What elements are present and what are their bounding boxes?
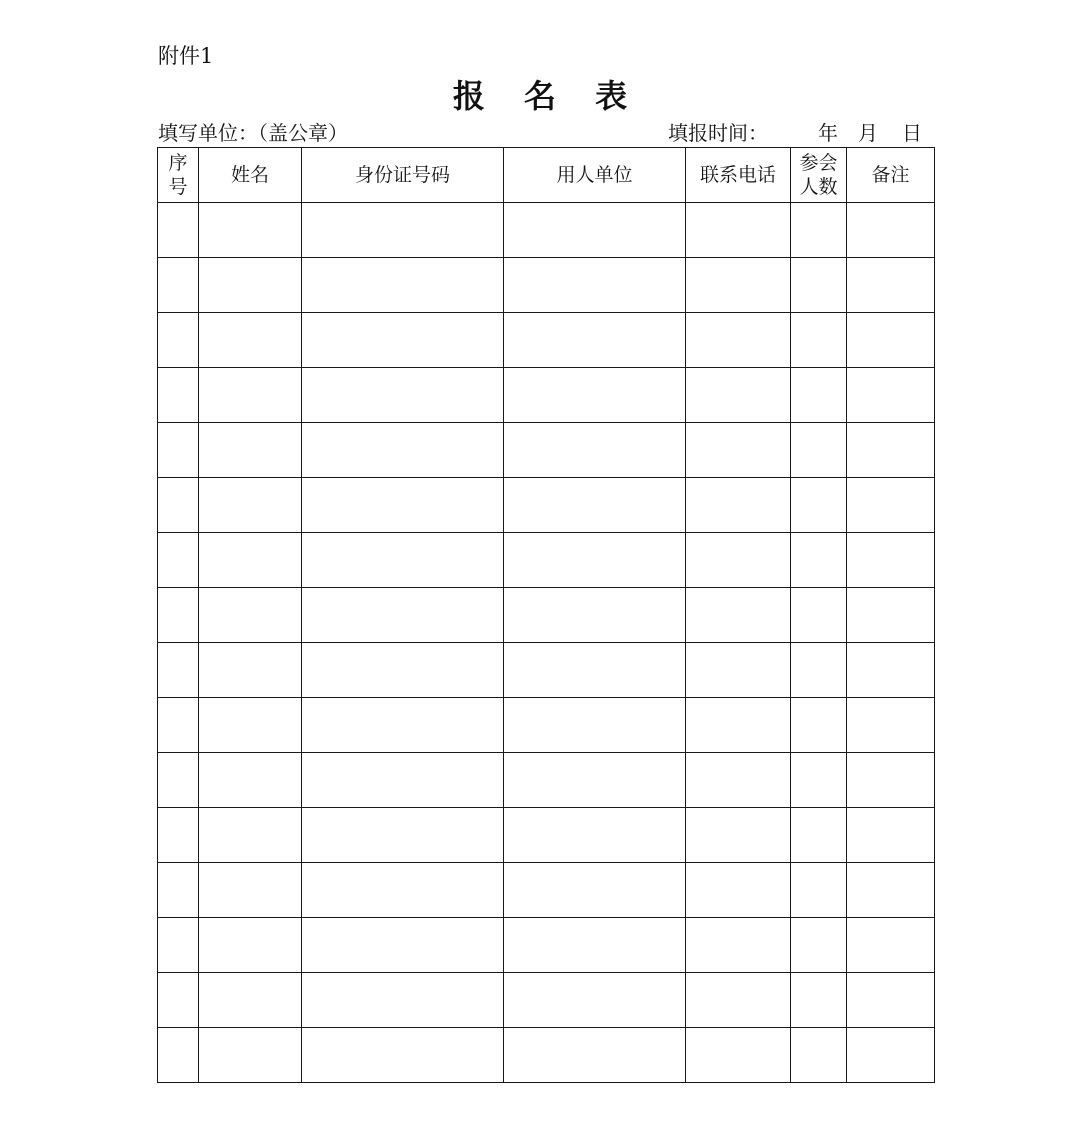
table-cell-employer[interactable] <box>504 973 686 1028</box>
table-cell-seq[interactable] <box>158 643 199 698</box>
table-cell-seq[interactable] <box>158 588 199 643</box>
table-cell-name[interactable] <box>199 918 302 973</box>
table-cell-seq[interactable] <box>158 478 199 533</box>
table-row <box>158 478 935 533</box>
table-cell-remarks[interactable] <box>847 423 935 478</box>
table-body <box>158 203 935 1083</box>
table-cell-seq[interactable] <box>158 973 199 1028</box>
table-row <box>158 533 935 588</box>
table-row <box>158 1028 935 1083</box>
table-cell-phone[interactable] <box>686 313 791 368</box>
table-cell-id-number[interactable] <box>302 313 504 368</box>
table-cell-remarks[interactable] <box>847 863 935 918</box>
table-cell-employer[interactable] <box>504 918 686 973</box>
table-cell-employer[interactable] <box>504 478 686 533</box>
column-header-phone: 联系电话 <box>686 148 791 203</box>
table-cell-seq[interactable] <box>158 368 199 423</box>
column-header-seq <box>158 148 199 203</box>
table-cell-remarks[interactable] <box>847 313 935 368</box>
table-row <box>158 313 935 368</box>
table-cell-attendees[interactable] <box>791 368 847 423</box>
table-cell-attendees[interactable] <box>791 973 847 1028</box>
table-row <box>158 258 935 313</box>
table-cell-remarks[interactable] <box>847 1028 935 1083</box>
table-cell-phone[interactable] <box>686 588 791 643</box>
table-cell-seq[interactable] <box>158 863 199 918</box>
table-header-row <box>158 148 935 203</box>
table-cell-phone[interactable] <box>686 533 791 588</box>
table-cell-employer[interactable] <box>504 588 686 643</box>
table-row <box>158 863 935 918</box>
column-header-attendees-line1: 参会 <box>799 152 838 174</box>
table-cell-name[interactable] <box>199 753 302 808</box>
table-cell-id-number[interactable] <box>302 258 504 313</box>
table-cell-remarks[interactable] <box>847 808 935 863</box>
table-cell-employer[interactable] <box>504 203 686 258</box>
table-cell-attendees[interactable] <box>791 533 847 588</box>
table-cell-employer[interactable] <box>504 643 686 698</box>
table-row <box>158 918 935 973</box>
table-row <box>158 753 935 808</box>
table-cell-remarks[interactable] <box>847 203 935 258</box>
table-cell-seq[interactable] <box>158 533 199 588</box>
table-cell-id-number[interactable] <box>302 368 504 423</box>
table-cell-id-number[interactable] <box>302 588 504 643</box>
table-cell-attendees[interactable] <box>791 753 847 808</box>
fill-unit-label: 填写单位：（盖公章） <box>158 121 348 145</box>
table-cell-employer[interactable] <box>504 753 686 808</box>
table-cell-seq[interactable] <box>158 313 199 368</box>
fill-time-line <box>668 120 922 146</box>
attachment-label: 附件1 <box>158 44 214 68</box>
table-cell-remarks[interactable] <box>847 368 935 423</box>
table-cell-employer[interactable] <box>504 698 686 753</box>
table-cell-attendees[interactable] <box>791 588 847 643</box>
table-cell-remarks[interactable] <box>847 973 935 1028</box>
table-cell-remarks[interactable] <box>847 258 935 313</box>
table-cell-employer[interactable] <box>504 1028 686 1083</box>
table-cell-id-number[interactable] <box>302 203 504 258</box>
column-header-attendees-line2: 人数 <box>799 176 838 198</box>
table-cell-id-number[interactable] <box>302 863 504 918</box>
table-cell-id-number[interactable] <box>302 533 504 588</box>
day-label: 日 <box>902 121 922 145</box>
table-cell-phone[interactable] <box>686 698 791 753</box>
table-cell-phone[interactable] <box>686 368 791 423</box>
column-header-seq-line1: 序 <box>168 152 188 174</box>
table-cell-id-number[interactable] <box>302 918 504 973</box>
table-cell-name[interactable] <box>199 533 302 588</box>
table-cell-seq[interactable] <box>158 1028 199 1083</box>
table-row <box>158 588 935 643</box>
table-cell-seq[interactable] <box>158 918 199 973</box>
table-cell-attendees[interactable] <box>791 423 847 478</box>
table-cell-phone[interactable] <box>686 808 791 863</box>
table-cell-phone[interactable] <box>686 478 791 533</box>
column-header-attendees <box>791 148 847 203</box>
table-cell-attendees[interactable] <box>791 203 847 258</box>
table-cell-phone[interactable] <box>686 423 791 478</box>
table-row <box>158 973 935 1028</box>
table-cell-name[interactable] <box>199 973 302 1028</box>
table-row <box>158 698 935 753</box>
table-cell-phone[interactable] <box>686 1028 791 1083</box>
table-cell-remarks[interactable] <box>847 918 935 973</box>
table-cell-seq[interactable] <box>158 423 199 478</box>
table-cell-name[interactable] <box>199 643 302 698</box>
table-cell-id-number[interactable] <box>302 973 504 1028</box>
table-row <box>158 643 935 698</box>
table-cell-name[interactable] <box>199 1028 302 1083</box>
table-row <box>158 203 935 258</box>
table-cell-remarks[interactable] <box>847 533 935 588</box>
table-cell-attendees[interactable] <box>791 863 847 918</box>
registration-table <box>157 147 935 1083</box>
table-cell-name[interactable] <box>199 423 302 478</box>
table-cell-employer[interactable] <box>504 808 686 863</box>
table-cell-phone[interactable] <box>686 203 791 258</box>
page-title: 报 名 表 <box>452 77 642 115</box>
table-cell-employer[interactable] <box>504 258 686 313</box>
table-cell-attendees[interactable] <box>791 313 847 368</box>
fill-time-label: 填报时间： <box>668 121 768 145</box>
table-cell-name[interactable] <box>199 203 302 258</box>
table-cell-name[interactable] <box>199 313 302 368</box>
table-cell-seq[interactable] <box>158 203 199 258</box>
table-cell-name[interactable] <box>199 588 302 643</box>
table-row <box>158 423 935 478</box>
table-cell-remarks[interactable] <box>847 478 935 533</box>
table-cell-employer[interactable] <box>504 533 686 588</box>
table-cell-attendees[interactable] <box>791 643 847 698</box>
table-cell-name[interactable] <box>199 808 302 863</box>
table-cell-name[interactable] <box>199 863 302 918</box>
column-header-remarks: 备注 <box>847 148 935 203</box>
table-cell-id-number[interactable] <box>302 478 504 533</box>
table-cell-employer[interactable] <box>504 423 686 478</box>
table-cell-phone[interactable] <box>686 863 791 918</box>
year-label: 年 <box>818 121 838 145</box>
table-row <box>158 808 935 863</box>
table-cell-remarks[interactable] <box>847 753 935 808</box>
column-header-employer: 用人单位 <box>504 148 686 203</box>
table-cell-name[interactable] <box>199 698 302 753</box>
table-cell-phone[interactable] <box>686 918 791 973</box>
table-cell-phone[interactable] <box>686 258 791 313</box>
table-cell-remarks[interactable] <box>847 698 935 753</box>
table-cell-remarks[interactable] <box>847 588 935 643</box>
column-header-name: 姓名 <box>199 148 302 203</box>
table-cell-employer[interactable] <box>504 368 686 423</box>
table-cell-phone[interactable] <box>686 643 791 698</box>
table-cell-attendees[interactable] <box>791 258 847 313</box>
month-label: 月 <box>858 121 878 145</box>
table-cell-id-number[interactable] <box>302 643 504 698</box>
table-cell-id-number[interactable] <box>302 423 504 478</box>
table-cell-phone[interactable] <box>686 753 791 808</box>
column-header-id-number: 身份证号码 <box>302 148 504 203</box>
table-cell-employer[interactable] <box>504 863 686 918</box>
table-cell-phone[interactable] <box>686 973 791 1028</box>
table-cell-id-number[interactable] <box>302 1028 504 1083</box>
table-cell-seq[interactable] <box>158 808 199 863</box>
table-cell-seq[interactable] <box>158 698 199 753</box>
table-row <box>158 368 935 423</box>
table-cell-remarks[interactable] <box>847 643 935 698</box>
table-cell-seq[interactable] <box>158 258 199 313</box>
table-cell-id-number[interactable] <box>302 753 504 808</box>
table-cell-attendees[interactable] <box>791 808 847 863</box>
table-cell-id-number[interactable] <box>302 698 504 753</box>
table-cell-name[interactable] <box>199 368 302 423</box>
table-cell-name[interactable] <box>199 258 302 313</box>
table-cell-attendees[interactable] <box>791 698 847 753</box>
table-cell-attendees[interactable] <box>791 918 847 973</box>
table-cell-seq[interactable] <box>158 753 199 808</box>
table-cell-attendees[interactable] <box>791 478 847 533</box>
table-cell-attendees[interactable] <box>791 1028 847 1083</box>
table-cell-employer[interactable] <box>504 313 686 368</box>
column-header-seq-line2: 号 <box>168 176 188 198</box>
table-cell-id-number[interactable] <box>302 808 504 863</box>
table-cell-name[interactable] <box>199 478 302 533</box>
